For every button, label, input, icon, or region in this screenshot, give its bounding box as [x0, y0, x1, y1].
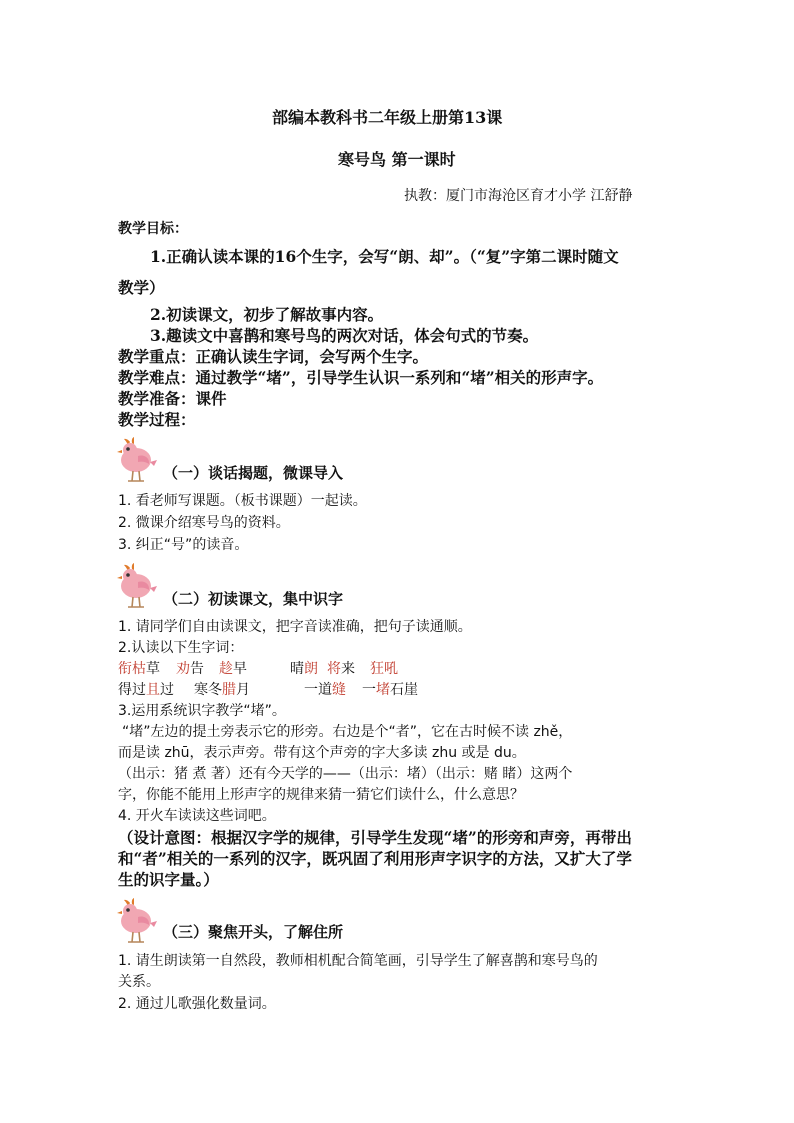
word-chen-zao: 趁早 [219, 661, 247, 677]
word-yi-du-shi-ya: 一堵石崖 [362, 682, 418, 698]
objective-1-line-1: 1.正确认读本课的16个生字，会写“朗、却”。（“复”字第二课时随文 [150, 247, 619, 266]
section-1-item-3: 3. 纠正“号”的读音。 [118, 537, 249, 553]
process-label: 教学过程： [118, 410, 196, 429]
difficulties: 教学难点：通过教学“堵”，引导学生认识一系列和“堵”相关的形声字。 [118, 368, 604, 387]
bird-icon [116, 436, 158, 484]
lesson-subtitle: 寒号鸟 第一课时 [338, 150, 456, 169]
design-intent-line-1: （设计意图：根据汉字学的规律，引导学生发现“堵”的形旁和声旁，再带出 [118, 828, 632, 847]
section-3-heading: （三）聚焦开头，了解住所 [163, 923, 344, 941]
section-1-item-2: 2. 微课介绍寒号鸟的资料。 [118, 515, 290, 531]
word-han-dong-la-yue: 寒冬腊月 [194, 682, 250, 698]
section-2-item-1: 1. 请同学们自由读课文，把字音读准确，把句子读通顺。 [118, 619, 472, 635]
section-1-heading: （一）谈话揭题，微课导入 [163, 464, 344, 482]
design-intent-line-2: 和“者”相关的一系列的汉字，既巩固了利用形声字识字的方法，又扩大了学 [118, 849, 632, 868]
du-examples-line-1: （出示：猪 煮 著）还有今天学的——（出示：堵）（出示：赌 睹）这两个 [118, 766, 573, 782]
du-examples-line-2: 字，你能不能用上形声字的规律来猜一猜它们读什么，什么意思？ [118, 787, 524, 803]
du-explanation-line-2: 而是读 zhū，表示声旁。带有这个声旁的字大多读 zhu 或是 du。 [118, 745, 526, 761]
du-explanation-line-1: “堵”左边的提土旁表示它的形旁。右边是个“者”，它在古时候不读 zhě， [122, 724, 573, 740]
objective-1-line-2: 教学） [118, 278, 165, 297]
section-2-heading: （二）初读课文，集中识字 [163, 590, 344, 608]
objective-3: 3.趣读文中喜鹊和寒号鸟的两次对话，体会句式的节奏。 [150, 326, 539, 345]
section-2-item-2: 2.认读以下生字词： [118, 640, 244, 656]
section-1-item-1: 1. 看老师写课题。（板书课题）一起读。 [118, 493, 367, 509]
word-jiang-lai: 将来 [327, 661, 355, 677]
section-3-item-1-line-1: 1. 请生朗读第一自然段，教师相机配合简笔画，引导学生了解喜鹊和寒号鸟的 [118, 953, 598, 969]
word-xian-ku-cao: 衔枯草 [118, 661, 160, 677]
word-kuang-hou: 狂吼 [370, 661, 398, 677]
design-intent-line-3: 生的识字量。） [118, 870, 219, 889]
word-qing-lang: 晴朗 [290, 661, 318, 677]
word-yi-dao-feng: 一道缝 [304, 682, 346, 698]
key-points: 教学重点：正确认读生字词，会写两个生字。 [118, 347, 429, 366]
objectives-label: 教学目标： [118, 221, 188, 237]
section-2-item-3: 3.运用系统识字教学“堵”。 [118, 703, 286, 719]
bird-icon [116, 562, 158, 610]
section-3-item-2: 2. 通过儿歌强化数量词。 [118, 996, 276, 1012]
document-title: 部编本教科书二年级上册第13课 [272, 108, 503, 127]
preparation: 教学准备：课件 [118, 389, 227, 408]
word-de-guo-qie-guo: 得过且过 [118, 682, 174, 698]
author-line: 执教：厦门市海沧区育才小学 江舒静 [404, 188, 633, 204]
section-3-item-1-line-2: 关系。 [118, 974, 160, 990]
objective-2: 2.初读课文，初步了解故事内容。 [150, 305, 384, 324]
word-quan-gao: 劝告 [176, 661, 204, 677]
bird-icon [116, 897, 158, 945]
section-2-item-4: 4. 开火车读读这些词吧。 [118, 808, 276, 824]
